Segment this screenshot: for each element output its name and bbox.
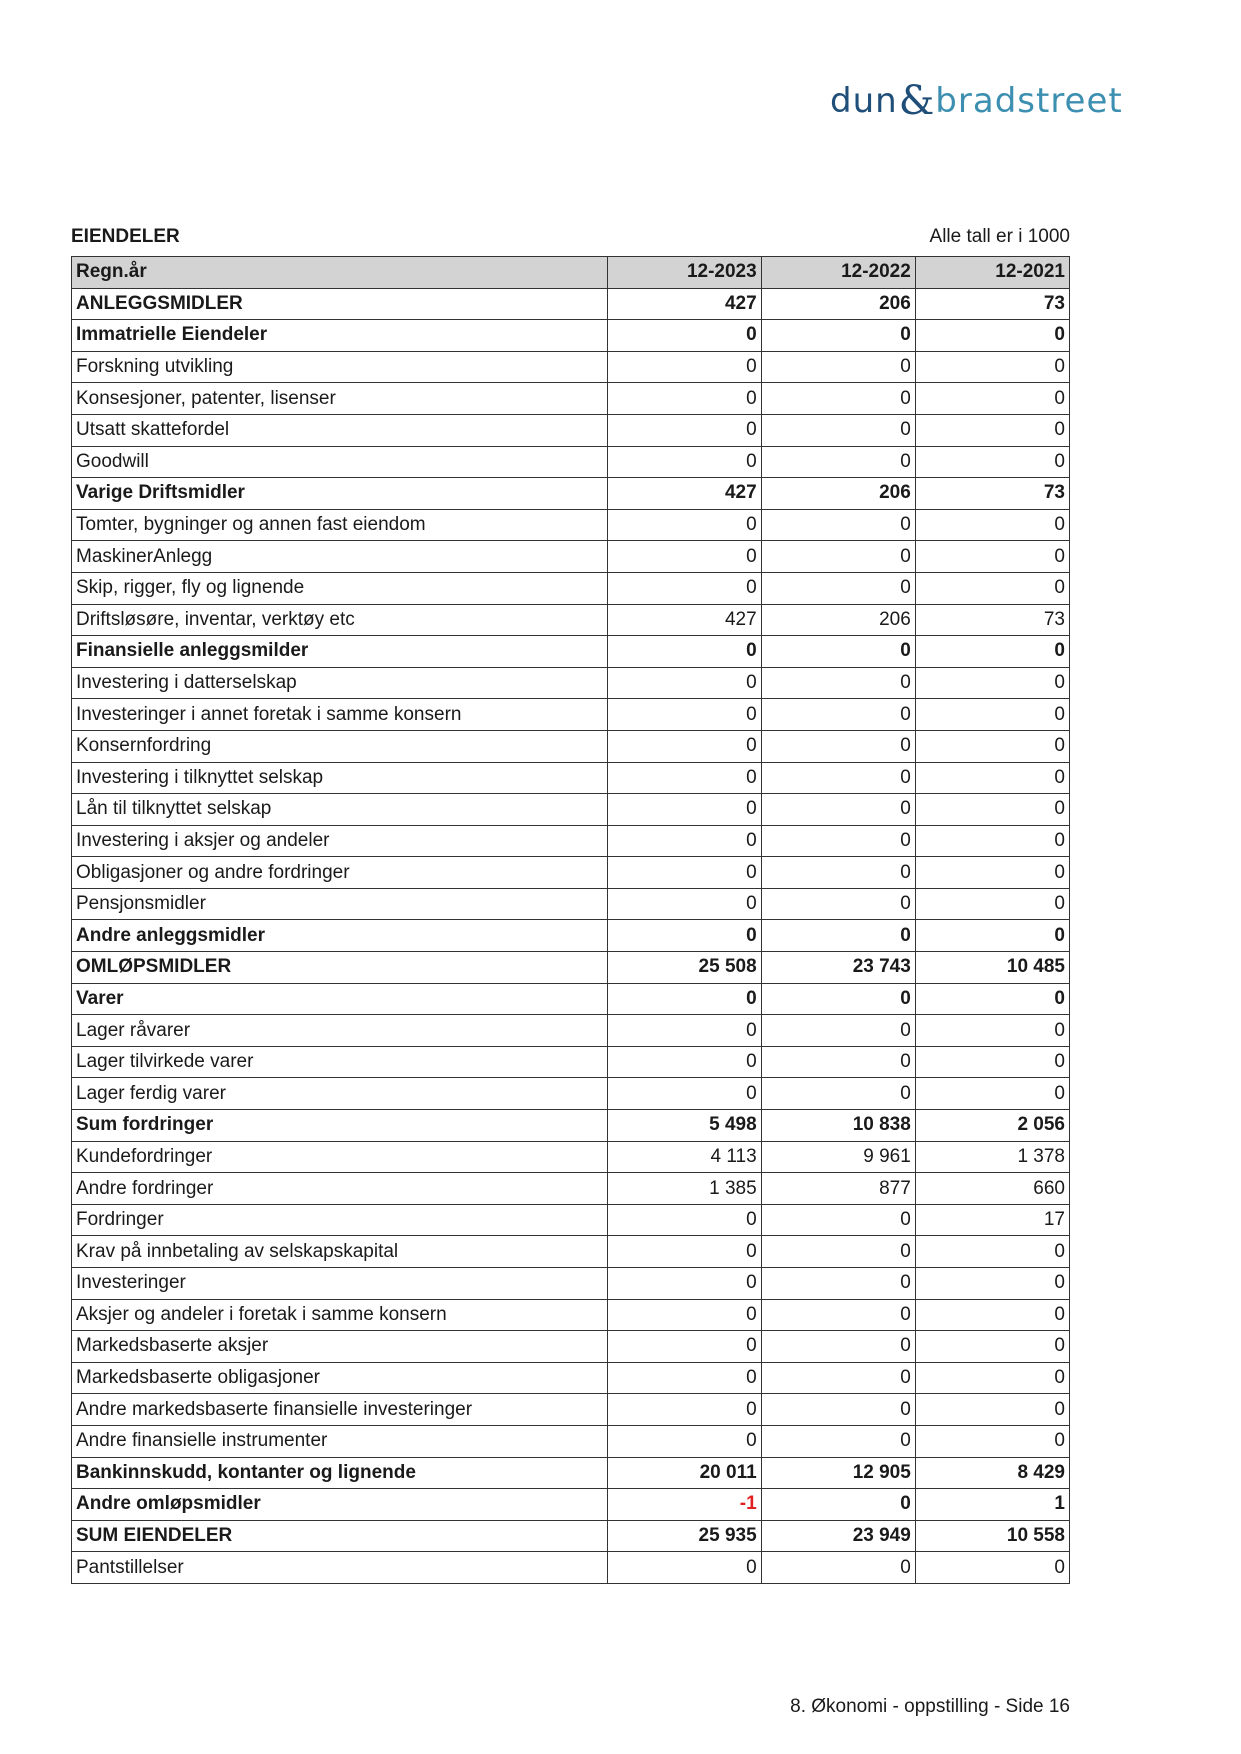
table-row (72, 1141, 1070, 1173)
table-row (72, 1268, 1070, 1300)
row-value: 10 485 (915, 952, 1069, 984)
row-value: 0 (915, 1078, 1069, 1110)
table-row (72, 541, 1070, 573)
row-value: 73 (915, 288, 1069, 320)
row-value: 0 (607, 1046, 761, 1078)
row-value: 0 (607, 1299, 761, 1331)
row-label: Investeringer (72, 1268, 608, 1300)
row-value: 0 (607, 414, 761, 446)
row-value: 0 (915, 1331, 1069, 1363)
table-row (72, 478, 1070, 510)
row-label: Krav på innbetaling av selskapskapital (72, 1236, 608, 1268)
row-label: Lager råvarer (72, 1015, 608, 1047)
row-label: Varige Driftsmidler (72, 478, 608, 510)
table-row (72, 794, 1070, 826)
row-label: Investering i aksjer og andeler (72, 825, 608, 857)
row-value: 206 (761, 288, 915, 320)
row-value: 0 (761, 383, 915, 415)
row-value: 0 (915, 983, 1069, 1015)
row-value: 0 (761, 699, 915, 731)
row-label: Andre markedsbaserte finansielle investeringer (72, 1394, 608, 1426)
row-label: Immatrielle Eiendeler (72, 320, 608, 352)
row-value: 427 (607, 604, 761, 636)
header-col-2023: 12-2023 (607, 257, 761, 289)
row-label: Forskning utvikling (72, 351, 608, 383)
unit-note: Alle tall er i 1000 (929, 226, 1070, 247)
row-value: 0 (915, 572, 1069, 604)
row-value: 0 (607, 1362, 761, 1394)
table-row (72, 320, 1070, 352)
row-label: Bankinnskudd, kontanter og lignende (72, 1457, 608, 1489)
row-value: 0 (761, 667, 915, 699)
row-value: 0 (915, 794, 1069, 826)
row-value: 0 (607, 1394, 761, 1426)
row-value: 0 (607, 636, 761, 668)
row-value: -1 (607, 1489, 761, 1521)
row-label: Konsernfordring (72, 730, 608, 762)
table-row (72, 351, 1070, 383)
row-label: Obligasjoner og andre fordringer (72, 857, 608, 889)
row-label: Andre fordringer (72, 1173, 608, 1205)
table-row (72, 1331, 1070, 1363)
row-value: 0 (761, 1425, 915, 1457)
row-label: Tomter, bygninger og annen fast eiendom (72, 509, 608, 541)
table-row (72, 1394, 1070, 1426)
table-row (72, 1015, 1070, 1047)
table-row (72, 604, 1070, 636)
table-row (72, 730, 1070, 762)
logo-ampersand: & (898, 78, 935, 124)
row-label: Andre finansielle instrumenter (72, 1425, 608, 1457)
row-value: 0 (915, 541, 1069, 573)
row-label: Investeringer i annet foretak i samme konsern (72, 699, 608, 731)
table-row (72, 636, 1070, 668)
table-row (72, 667, 1070, 699)
row-value: 0 (761, 1362, 915, 1394)
header-col-2021: 12-2021 (915, 257, 1069, 289)
row-value: 0 (915, 1299, 1069, 1331)
row-value: 0 (607, 699, 761, 731)
row-value: 0 (761, 414, 915, 446)
logo-word-dun: dun (830, 81, 898, 121)
row-value: 0 (761, 351, 915, 383)
table-row (72, 383, 1070, 415)
row-value: 0 (761, 1078, 915, 1110)
row-value: 0 (607, 730, 761, 762)
page-footer: 8. Økonomi - oppstilling - Side 16 (790, 1696, 1070, 1717)
row-value: 0 (761, 888, 915, 920)
row-label: Lager ferdig varer (72, 1078, 608, 1110)
row-value: 0 (915, 351, 1069, 383)
table-row (72, 288, 1070, 320)
header-label-cell: Regn.år (72, 257, 608, 289)
table-row (72, 1204, 1070, 1236)
table-row (72, 572, 1070, 604)
table-row (72, 1520, 1070, 1552)
row-value: 0 (761, 1394, 915, 1426)
row-label: Driftsløsøre, inventar, verktøy etc (72, 604, 608, 636)
row-value: 0 (915, 383, 1069, 415)
table-row (72, 1362, 1070, 1394)
row-value: 20 011 (607, 1457, 761, 1489)
table-row (72, 952, 1070, 984)
row-label: Markedsbaserte obligasjoner (72, 1362, 608, 1394)
row-value: 206 (761, 604, 915, 636)
row-value: 0 (761, 509, 915, 541)
row-value: 0 (761, 320, 915, 352)
row-label: SUM EIENDELER (72, 1520, 608, 1552)
row-value: 0 (915, 699, 1069, 731)
row-value: 0 (761, 857, 915, 889)
row-value: 0 (607, 320, 761, 352)
row-value: 0 (761, 1015, 915, 1047)
row-value: 0 (761, 794, 915, 826)
row-value: 0 (607, 572, 761, 604)
row-label: Sum fordringer (72, 1110, 608, 1142)
table-body (72, 288, 1070, 1583)
row-value: 0 (761, 572, 915, 604)
row-label: Investering i datterselskap (72, 667, 608, 699)
row-value: 1 378 (915, 1141, 1069, 1173)
row-value: 0 (607, 888, 761, 920)
table-row (72, 699, 1070, 731)
row-value: 0 (915, 1362, 1069, 1394)
table-row (72, 1489, 1070, 1521)
row-value: 0 (761, 1236, 915, 1268)
row-value: 5 498 (607, 1110, 761, 1142)
row-value: 10 558 (915, 1520, 1069, 1552)
row-value: 0 (607, 383, 761, 415)
row-value: 0 (761, 1331, 915, 1363)
row-value: 0 (607, 1331, 761, 1363)
row-value: 0 (761, 730, 915, 762)
row-value: 0 (607, 1552, 761, 1584)
row-label: Fordringer (72, 1204, 608, 1236)
row-value: 0 (607, 983, 761, 1015)
row-label: ANLEGGSMIDLER (72, 288, 608, 320)
row-value: 0 (915, 920, 1069, 952)
row-value: 660 (915, 1173, 1069, 1205)
row-value: 0 (761, 1268, 915, 1300)
row-label: Lån til tilknyttet selskap (72, 794, 608, 826)
row-value: 0 (607, 351, 761, 383)
row-value: 0 (761, 1489, 915, 1521)
row-value: 0 (761, 762, 915, 794)
row-value: 0 (761, 446, 915, 478)
row-value: 877 (761, 1173, 915, 1205)
row-label: Varer (72, 983, 608, 1015)
row-value: 23 743 (761, 952, 915, 984)
row-label: Konsesjoner, patenter, lisenser (72, 383, 608, 415)
row-value: 0 (761, 1552, 915, 1584)
row-value: 12 905 (761, 1457, 915, 1489)
row-label: Investering i tilknyttet selskap (72, 762, 608, 794)
row-value: 0 (607, 509, 761, 541)
table-row (72, 1299, 1070, 1331)
row-value: 25 508 (607, 952, 761, 984)
row-value: 0 (607, 825, 761, 857)
row-value: 0 (915, 1015, 1069, 1047)
row-label: Markedsbaserte aksjer (72, 1331, 608, 1363)
row-value: 0 (607, 920, 761, 952)
row-value: 23 949 (761, 1520, 915, 1552)
row-value: 0 (761, 825, 915, 857)
row-value: 73 (915, 478, 1069, 510)
row-value: 0 (761, 541, 915, 573)
row-value: 206 (761, 478, 915, 510)
section-title: EIENDELER (71, 226, 180, 247)
row-value: 0 (915, 509, 1069, 541)
row-label: Utsatt skattefordel (72, 414, 608, 446)
row-value: 25 935 (607, 1520, 761, 1552)
dun-bradstreet-logo (830, 76, 1123, 126)
table-row (72, 1552, 1070, 1584)
row-label: Pensjonsmidler (72, 888, 608, 920)
header-col-2022: 12-2022 (761, 257, 915, 289)
row-value: 0 (761, 1046, 915, 1078)
row-value: 427 (607, 288, 761, 320)
table-row (72, 888, 1070, 920)
table-row (72, 762, 1070, 794)
table-row (72, 509, 1070, 541)
table-row (72, 414, 1070, 446)
row-value: 0 (607, 667, 761, 699)
row-value: 0 (915, 762, 1069, 794)
row-label: Kundefordringer (72, 1141, 608, 1173)
table-row (72, 1425, 1070, 1457)
row-value: 2 056 (915, 1110, 1069, 1142)
row-value: 0 (915, 888, 1069, 920)
row-value: 17 (915, 1204, 1069, 1236)
row-value: 0 (761, 983, 915, 1015)
row-value: 4 113 (607, 1141, 761, 1173)
row-value: 0 (607, 857, 761, 889)
row-value: 0 (607, 1268, 761, 1300)
row-value: 73 (915, 604, 1069, 636)
row-value: 0 (607, 762, 761, 794)
row-value: 0 (607, 794, 761, 826)
row-value: 0 (607, 1078, 761, 1110)
row-value: 0 (915, 446, 1069, 478)
row-value: 1 385 (607, 1173, 761, 1205)
table-row (72, 1078, 1070, 1110)
row-value: 0 (915, 1236, 1069, 1268)
row-label: Andre omløpsmidler (72, 1489, 608, 1521)
row-value: 0 (761, 1204, 915, 1236)
row-value: 0 (915, 667, 1069, 699)
row-label: Skip, rigger, fly og lignende (72, 572, 608, 604)
row-value: 0 (761, 920, 915, 952)
row-value: 0 (915, 825, 1069, 857)
row-label: Pantstillelser (72, 1552, 608, 1584)
row-value: 0 (915, 857, 1069, 889)
row-value: 0 (915, 414, 1069, 446)
row-value: 9 961 (761, 1141, 915, 1173)
row-label: Andre anleggsmidler (72, 920, 608, 952)
row-value: 427 (607, 478, 761, 510)
row-label: Aksjer og andeler i foretak i samme konsern (72, 1299, 608, 1331)
row-value: 8 429 (915, 1457, 1069, 1489)
row-label: OMLØPSMIDLER (72, 952, 608, 984)
assets-table (71, 256, 1070, 1584)
row-value: 0 (761, 636, 915, 668)
row-value: 0 (915, 1268, 1069, 1300)
table-row (72, 1236, 1070, 1268)
table-row (72, 446, 1070, 478)
table-row (72, 920, 1070, 952)
row-value: 0 (607, 1236, 761, 1268)
row-label: Finansielle anleggsmilder (72, 636, 608, 668)
table-row (72, 1046, 1070, 1078)
row-value: 0 (915, 730, 1069, 762)
table-row (72, 1110, 1070, 1142)
row-value: 0 (915, 320, 1069, 352)
table-header-row (72, 257, 1070, 289)
row-value: 0 (607, 1015, 761, 1047)
row-value: 0 (607, 1425, 761, 1457)
table-row (72, 857, 1070, 889)
row-value: 0 (761, 1299, 915, 1331)
row-value: 1 (915, 1489, 1069, 1521)
row-label: Goodwill (72, 446, 608, 478)
row-value: 0 (607, 541, 761, 573)
row-value: 0 (915, 1046, 1069, 1078)
row-value: 0 (915, 1425, 1069, 1457)
table-row (72, 825, 1070, 857)
row-label: MaskinerAnlegg (72, 541, 608, 573)
row-value: 0 (915, 1394, 1069, 1426)
row-value: 0 (915, 636, 1069, 668)
row-value: 10 838 (761, 1110, 915, 1142)
table-row (72, 1457, 1070, 1489)
table-row (72, 1173, 1070, 1205)
table-row (72, 983, 1070, 1015)
row-value: 0 (607, 1204, 761, 1236)
row-value: 0 (915, 1552, 1069, 1584)
row-value: 0 (607, 446, 761, 478)
logo-word-bradstreet: bradstreet (935, 81, 1123, 121)
row-label: Lager tilvirkede varer (72, 1046, 608, 1078)
